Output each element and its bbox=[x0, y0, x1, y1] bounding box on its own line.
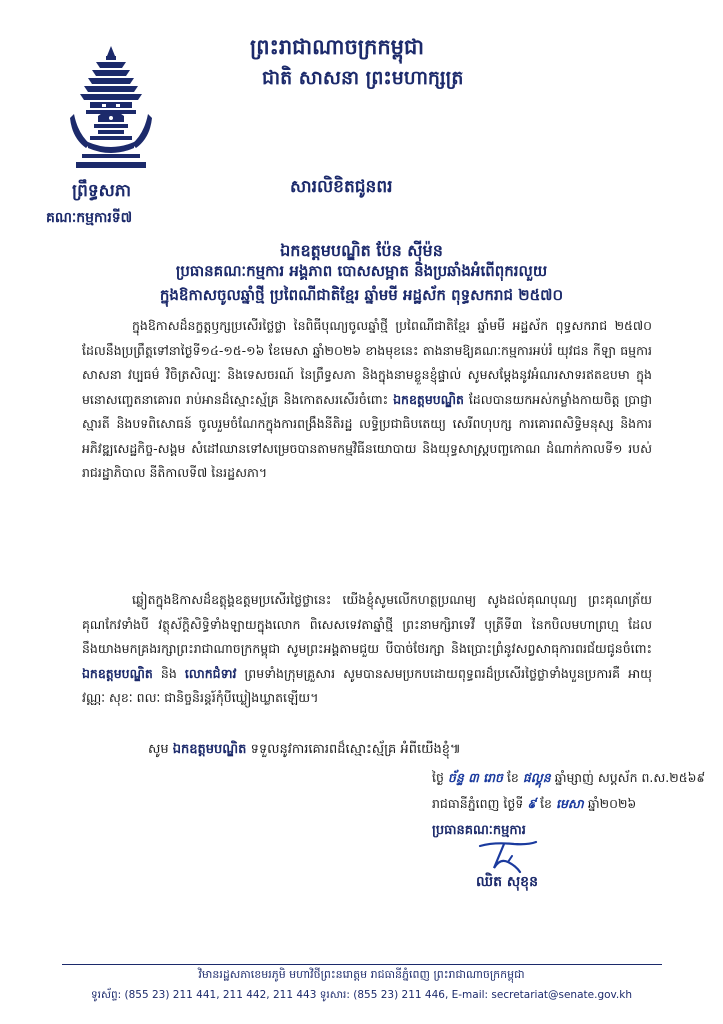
recipient-name: ឯកឧត្តមបណ្ឌិត ប៉ែន ស៊ីម៉ន bbox=[280, 241, 443, 260]
body-paragraph-2 bbox=[82, 588, 652, 736]
footer-divider bbox=[62, 964, 662, 965]
closing-line bbox=[148, 741, 461, 760]
lunar-date bbox=[432, 770, 705, 789]
solar-year: ឆ្នាំ២០២៦ bbox=[587, 796, 637, 811]
body-paragraph-1 bbox=[82, 314, 652, 584]
closing-honorific: ឯកឧត្តមបណ្ឌិត bbox=[172, 742, 247, 757]
letter-title: សារលិខិតជូនពរ bbox=[290, 177, 393, 197]
footer-contact: ទូរស័ព្ទ: (855 23) 211 441, 211 442, 211 443 ទូរសារ: (855 23) 211 446, E-mail: secretariat@senate.gov.kh bbox=[90, 989, 633, 1001]
lunar-month-handwritten: ផល្គុន bbox=[522, 770, 551, 785]
institution-name: ព្រឹទ្ធសភា bbox=[72, 181, 132, 201]
para2-honorific-2: លោកជំទាវ bbox=[184, 665, 237, 681]
lunar-day-handwritten: ច័ន្ទ ៣ រោច bbox=[447, 770, 503, 785]
closing-text-a: សូម bbox=[148, 742, 169, 757]
recipient-position: ប្រធានគណៈកម្មការ អង្គភាព បោសសម្អាត និងប្រឆាំងអំពើពុករលួយ bbox=[175, 262, 548, 280]
kingdom-heading: ព្រះរាជាណាចក្រកម្ពុជា bbox=[250, 35, 425, 59]
para1-text-a: ក្នុងឱកាសដ៏នក្ខត្តឫក្សប្រសើរថ្លៃថ្លា នៃពិធីបុណ្យចូលឆ្នាំថ្មី ប្រពៃណីជាតិខ្មែរ ឆ្នាំមមី អដ្ឋស័ក ពុទ្ធសករាជ ២៥៧០ ដែលនឹងប្រព្រឹត្តទៅនាថ្ងៃទី១៤-១៥-១៦ ខែមេសា ឆ្នាំ២០២៦ ខាងមុខនេះ តាងនាមឱ្យគណៈកម្មការអប់រំ យុវជន កីឡា ធម្មការ សាសនា វប្បធម៌ វិចិត្រសិល្បៈ និងទេសចរណ៍ នៃព្រឹទ្ធសភា និងក្នុងនាមខ្លួនខ្ញុំផ្ទាល់ សូមសម្តែងនូវអំណរសាទរឥតឧបមា ក្នុងមនោសញ្ចេតនាគោរព រាប់អានដ៏ស្មោះស្ម័គ្រ និងកោតសរសើរចំពោះ bbox=[82, 318, 652, 407]
signer-name: ឈិត សុខុន bbox=[476, 874, 538, 890]
national-motto: ជាតិ សាសនា ព្រះមហាក្សត្រ bbox=[262, 67, 464, 89]
para1-text-b: ដែលបានយកអស់កម្លាំងកាយចិត្ត ប្រាជ្ញាស្មារតី និងបទពិសោធន៍ ចូលរួមចំណែកក្នុងការពង្រឹងនីតិរដ្ឋ លទ្ធិប្រជាធិបតេយ្យ សេរីពហុបក្ស ការគោរពសិទ្ធិមនុស្ស និងការអភិវឌ្ឍសេដ្ឋកិច្ច-សង្គម សំដៅឈានទៅសម្រេចបានតាមកម្មវិធីនយោបាយ និងយុទ្ធសាស្ត្របញ្ចកោណ ដំណាក់កាលទី១ របស់រាជរដ្ឋាភិបាល នីតិកាលទី៧ នៃរដ្ឋសភា។ bbox=[82, 391, 652, 480]
para2-text-b: ព្រមទាំងក្រុមគ្រួសារ សូមបានសមប្រកបដោយពុទ្ធពរដ៏ប្រសើរថ្លៃថ្លាទាំងបួនប្រការគឺ អាយុ វណ្ណៈ សុខៈ ពលៈ ជានិច្ចនិរន្តរ៍កុំបីឃ្លៀងឃ្លាតឡើយ។ bbox=[82, 665, 652, 705]
solar-month-prefix: ខែ bbox=[540, 796, 552, 811]
closing-text-b: ទទួលនូវការគោរពដ៏ស្មោះស្ម័គ្រ អំពីយើងខ្ញុំ៕ bbox=[250, 742, 461, 757]
solar-date bbox=[432, 796, 636, 815]
commission-name: គណៈកម្មការទី៧ bbox=[46, 210, 133, 226]
lunar-month-prefix: ខែ bbox=[506, 770, 519, 785]
occasion-line: ក្នុងឱកាសចូលឆ្នាំថ្មី ប្រពៃណីជាតិខ្មែរ ឆ្នាំមមី អដ្ឋស័ក ពុទ្ធសករាជ ២៥៧០ bbox=[159, 286, 564, 304]
lunar-year: ឆ្នាំម្សាញ់ សប្តស័ក ព.ស.២៥៦៩ bbox=[554, 770, 706, 785]
solar-month-handwritten: មេសា bbox=[555, 796, 584, 811]
para1-honorific: ឯកឧត្តមបណ្ឌិត bbox=[393, 391, 464, 407]
para2-conjunction: និង bbox=[160, 665, 177, 681]
solar-prefix: រាជធានីភ្នំពេញ ថ្ងៃទី bbox=[432, 796, 524, 811]
solar-day-handwritten: ៩ bbox=[527, 796, 537, 811]
signer-title: ប្រធានគណៈកម្មការ bbox=[432, 823, 526, 838]
para2-text-a: ឆ្លៀតក្នុងឱកាសដ៏ឧត្តុង្គឧត្តមប្រសើរថ្លៃថ្លានេះ យើងខ្ញុំសូមលើកហត្ថប្រណម្យ សូងដល់គុណបុណ្យ ព្រះគុណត្រ័យគុណកែវទាំងបី វត្ថុស័ក្តិសិទ្ធិទាំងឡាយក្នុងលោក ពិសេសទេវតាឆ្នាំថ្មី ព្រះនាមក្សិរាទេវី បុត្រីទី៣ នៃកបិលមហាព្រហ្ម ដែលនឹងយាងមកគ្រងរក្សាព្រះរាជាណាចក្រកម្ពុជា សូមព្រះអង្គតាមជួយ បីបាច់ថែរក្សា និងប្រោះព្រំនូវសព្វសាធុការពរជ័យជូនចំពោះ bbox=[82, 592, 652, 656]
footer-address: វិមានរដ្ឋសភាខេមរភូមិ មហាវិថីព្រះនរោត្តម រាជធានីភ្នំពេញ ព្រះរាជាណាចក្រកម្ពុជា bbox=[198, 968, 525, 981]
para2-honorific-1: ឯកឧត្តមបណ្ឌិត bbox=[82, 665, 153, 681]
lunar-day-prefix: ថ្ងៃ bbox=[432, 770, 444, 785]
senate-emblem-logo bbox=[68, 44, 154, 172]
